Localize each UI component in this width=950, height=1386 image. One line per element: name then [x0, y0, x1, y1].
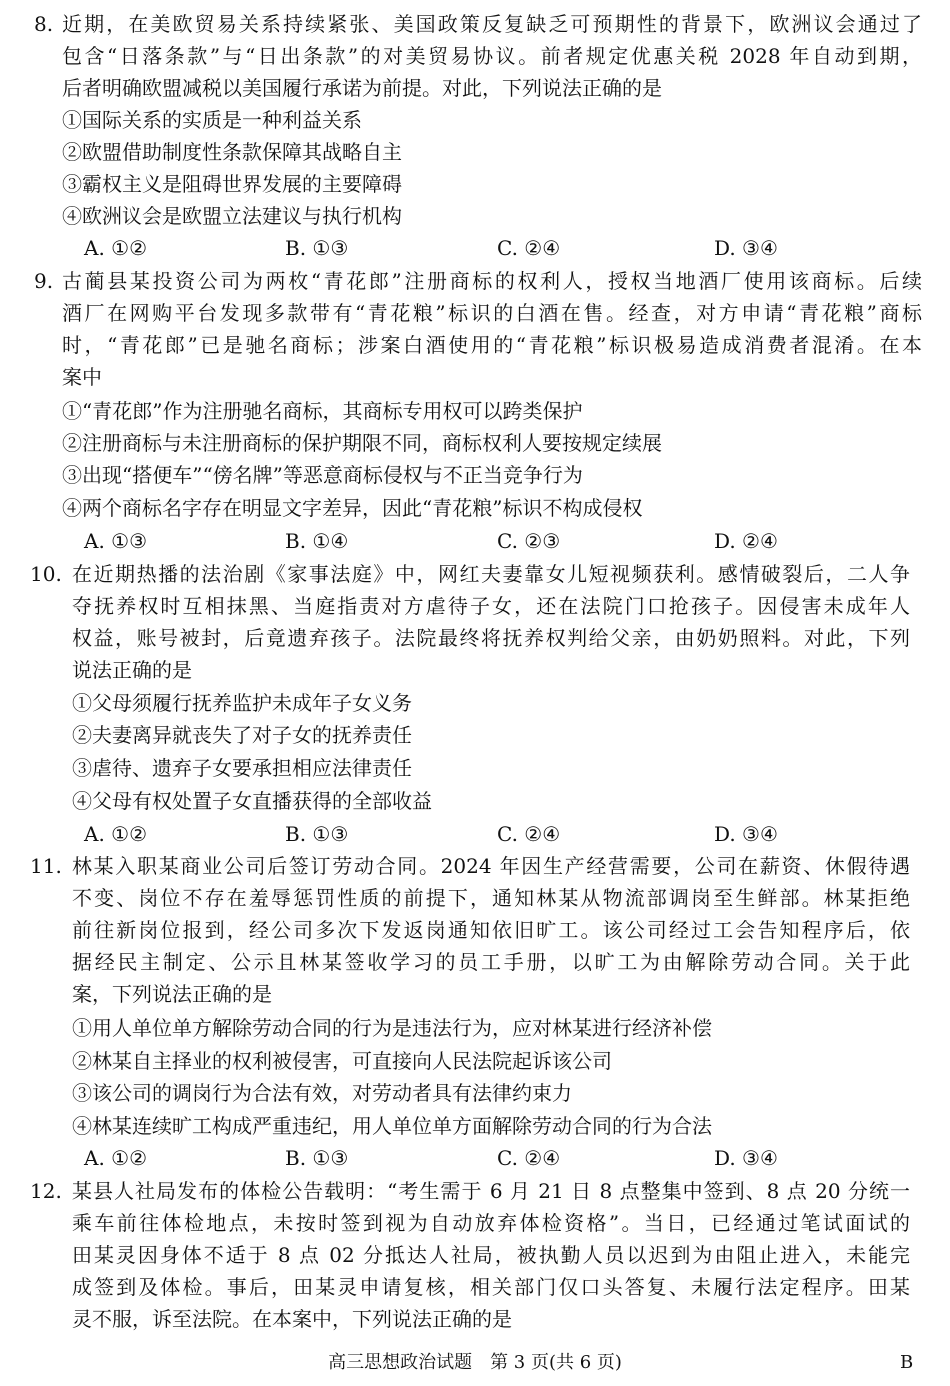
statement: ③出现“搭便车”“傍名牌”等恶意商标侵权与不正当竞争行为 — [62, 463, 583, 487]
question-stem-line: 后者明确欧盟减税以美国履行承诺为前提。对此，下列说法正确的是 — [62, 76, 662, 100]
answer-option-d: D. ③④ — [714, 236, 778, 260]
statement: ②注册商标与未注册商标的保护期限不同，商标权利人要按规定续展 — [62, 431, 662, 455]
question-stem-line: 不变、岗位不存在羞辱惩罚性质的前提下，通知林某从物流部调岗至生鲜部。林某拒绝 — [72, 886, 910, 910]
answer-option-b: B. ①④ — [285, 529, 349, 553]
answer-option-c: C. ②④ — [497, 1146, 561, 1170]
question-stem-line: 时，“青花郎”已是驰名商标；涉案白酒使用的“青花粮”标识极易造成消费者混淆。在本 — [62, 333, 922, 357]
answer-option-d: D. ③④ — [714, 1146, 778, 1170]
question-stem-line: 案，下列说法正确的是 — [72, 982, 272, 1006]
statement: ④父母有权处置子女直播获得的全部收益 — [72, 789, 432, 813]
question-stem-line: 古蔺县某投资公司为两枚“青花郎”注册商标的权利人，授权当地酒厂使用该商标。后续 — [62, 269, 922, 293]
question-stem-line: 包含“日落条款”与“日出条款”的对美贸易协议。前者规定优惠关税 2028 年自动到期， — [62, 44, 922, 68]
statement: ④林某连续旷工构成严重违纪，用人单位单方面解除劳动合同的行为合法 — [72, 1114, 712, 1138]
question-stem-line: 田某灵因身体不适于 8 点 02 分抵达人社局，被执勤人员以迟到为由阻止进入，未能完 — [72, 1243, 910, 1267]
statement: ①父母须履行抚养监护未成年子女义务 — [72, 691, 412, 715]
answer-option-a: A. ①② — [84, 236, 148, 260]
answer-option-a: A. ①③ — [84, 529, 148, 553]
answer-option-d: D. ②④ — [714, 529, 778, 553]
question-stem-line: 案中 — [62, 365, 102, 389]
answer-option-a: A. ①② — [84, 822, 148, 846]
question-number: 9. — [34, 269, 54, 293]
statement: ④两个商标名字存在明显文字差异，因此“青花粮”标识不构成侵权 — [62, 496, 643, 520]
question-stem-line: 前往新岗位报到，经公司多次下发返岗通知依旧旷工。该公司经过工会告知程序后，依 — [72, 918, 910, 942]
statement: ①国际关系的实质是一种利益关系 — [62, 108, 362, 132]
statement: ③虐待、遗弃子女要承担相应法律责任 — [72, 756, 412, 780]
question-stem-line: 近期，在美欧贸易关系持续紧张、美国政策反复缺乏可预期性的背景下，欧洲议会通过了 — [62, 12, 922, 36]
question-number: 8. — [34, 12, 54, 36]
question-stem-line: 权益，账号被封，后竟遗弃孩子。法院最终将抚养权判给父亲，由奶奶照料。对此，下列 — [72, 626, 910, 650]
question-number: 12. — [30, 1179, 62, 1203]
statement: ①用人单位单方解除劳动合同的行为是违法行为，应对林某进行经济补偿 — [72, 1016, 712, 1040]
question-stem-line: 灵不服，诉至法院。在本案中，下列说法正确的是 — [72, 1307, 512, 1331]
page-footer — [0, 1352, 950, 1376]
answer-option-a: A. ①② — [84, 1146, 148, 1170]
answer-option-b: B. ①③ — [285, 236, 349, 260]
answer-option-c: C. ②④ — [497, 822, 561, 846]
question-stem-line: 在近期热播的法治剧《家事法庭》中，网红夫妻靠女儿短视频获利。感情破裂后，二人争 — [72, 562, 910, 586]
paper-version-mark: B — [900, 1352, 914, 1373]
question-stem-line: 夺抚养权时互相抹黑、当庭指责对方虐待子女，还在法院门口抢孩子。因侵害未成年人 — [72, 594, 910, 618]
statement: ③霸权主义是阻碍世界发展的主要障碍 — [62, 172, 402, 196]
statement: ②夫妻离异就丧失了对子女的抚养责任 — [72, 723, 412, 747]
question-number: 11. — [30, 854, 62, 878]
question-stem-line: 某县人社局发布的体检公告载明：“考生需于 6 月 21 日 8 点整集中签到、8 点 20 分统一 — [72, 1179, 910, 1203]
answer-option-b: B. ①③ — [285, 1146, 349, 1170]
statement: ②欧盟借助制度性条款保障其战略自主 — [62, 140, 402, 164]
answer-option-c: C. ②③ — [497, 529, 561, 553]
question-stem-line: 林某入职某商业公司后签订劳动合同。2024 年因生产经营需要，公司在薪资、休假待遇 — [72, 854, 910, 878]
answer-option-b: B. ①③ — [285, 822, 349, 846]
statement: ①“青花郎”作为注册驰名商标，其商标专用权可以跨类保护 — [62, 399, 583, 423]
question-stem-line: 乘车前往体检地点，未按时签到视为自动放弃体检资格”。当日，已经通过笔试面试的 — [72, 1211, 910, 1235]
question-stem-line: 成签到及体检。事后，田某灵申请复核，相关部门仅口头答复、未履行法定程序。田某 — [72, 1275, 910, 1299]
page-footer-text: 高三思想政治试题 第 3 页(共 6 页) — [328, 1352, 622, 1373]
question-stem-line: 说法正确的是 — [72, 658, 192, 682]
question-stem-line: 据经民主制定、公示且林某签收学习的员工手册，以旷工为由解除劳动合同。关于此 — [72, 950, 910, 974]
question-stem-line: 酒厂在网购平台发现多款带有“青花粮”标识的白酒在售。经查，对方申请“青花粮”商标 — [62, 301, 922, 325]
statement: ③该公司的调岗行为合法有效，对劳动者具有法律约束力 — [72, 1081, 572, 1105]
statement: ④欧洲议会是欧盟立法建议与执行机构 — [62, 204, 402, 228]
answer-option-c: C. ②④ — [497, 236, 561, 260]
answer-option-d: D. ③④ — [714, 822, 778, 846]
statement: ②林某自主择业的权利被侵害，可直接向人民法院起诉该公司 — [72, 1049, 612, 1073]
question-number: 10. — [30, 562, 62, 586]
